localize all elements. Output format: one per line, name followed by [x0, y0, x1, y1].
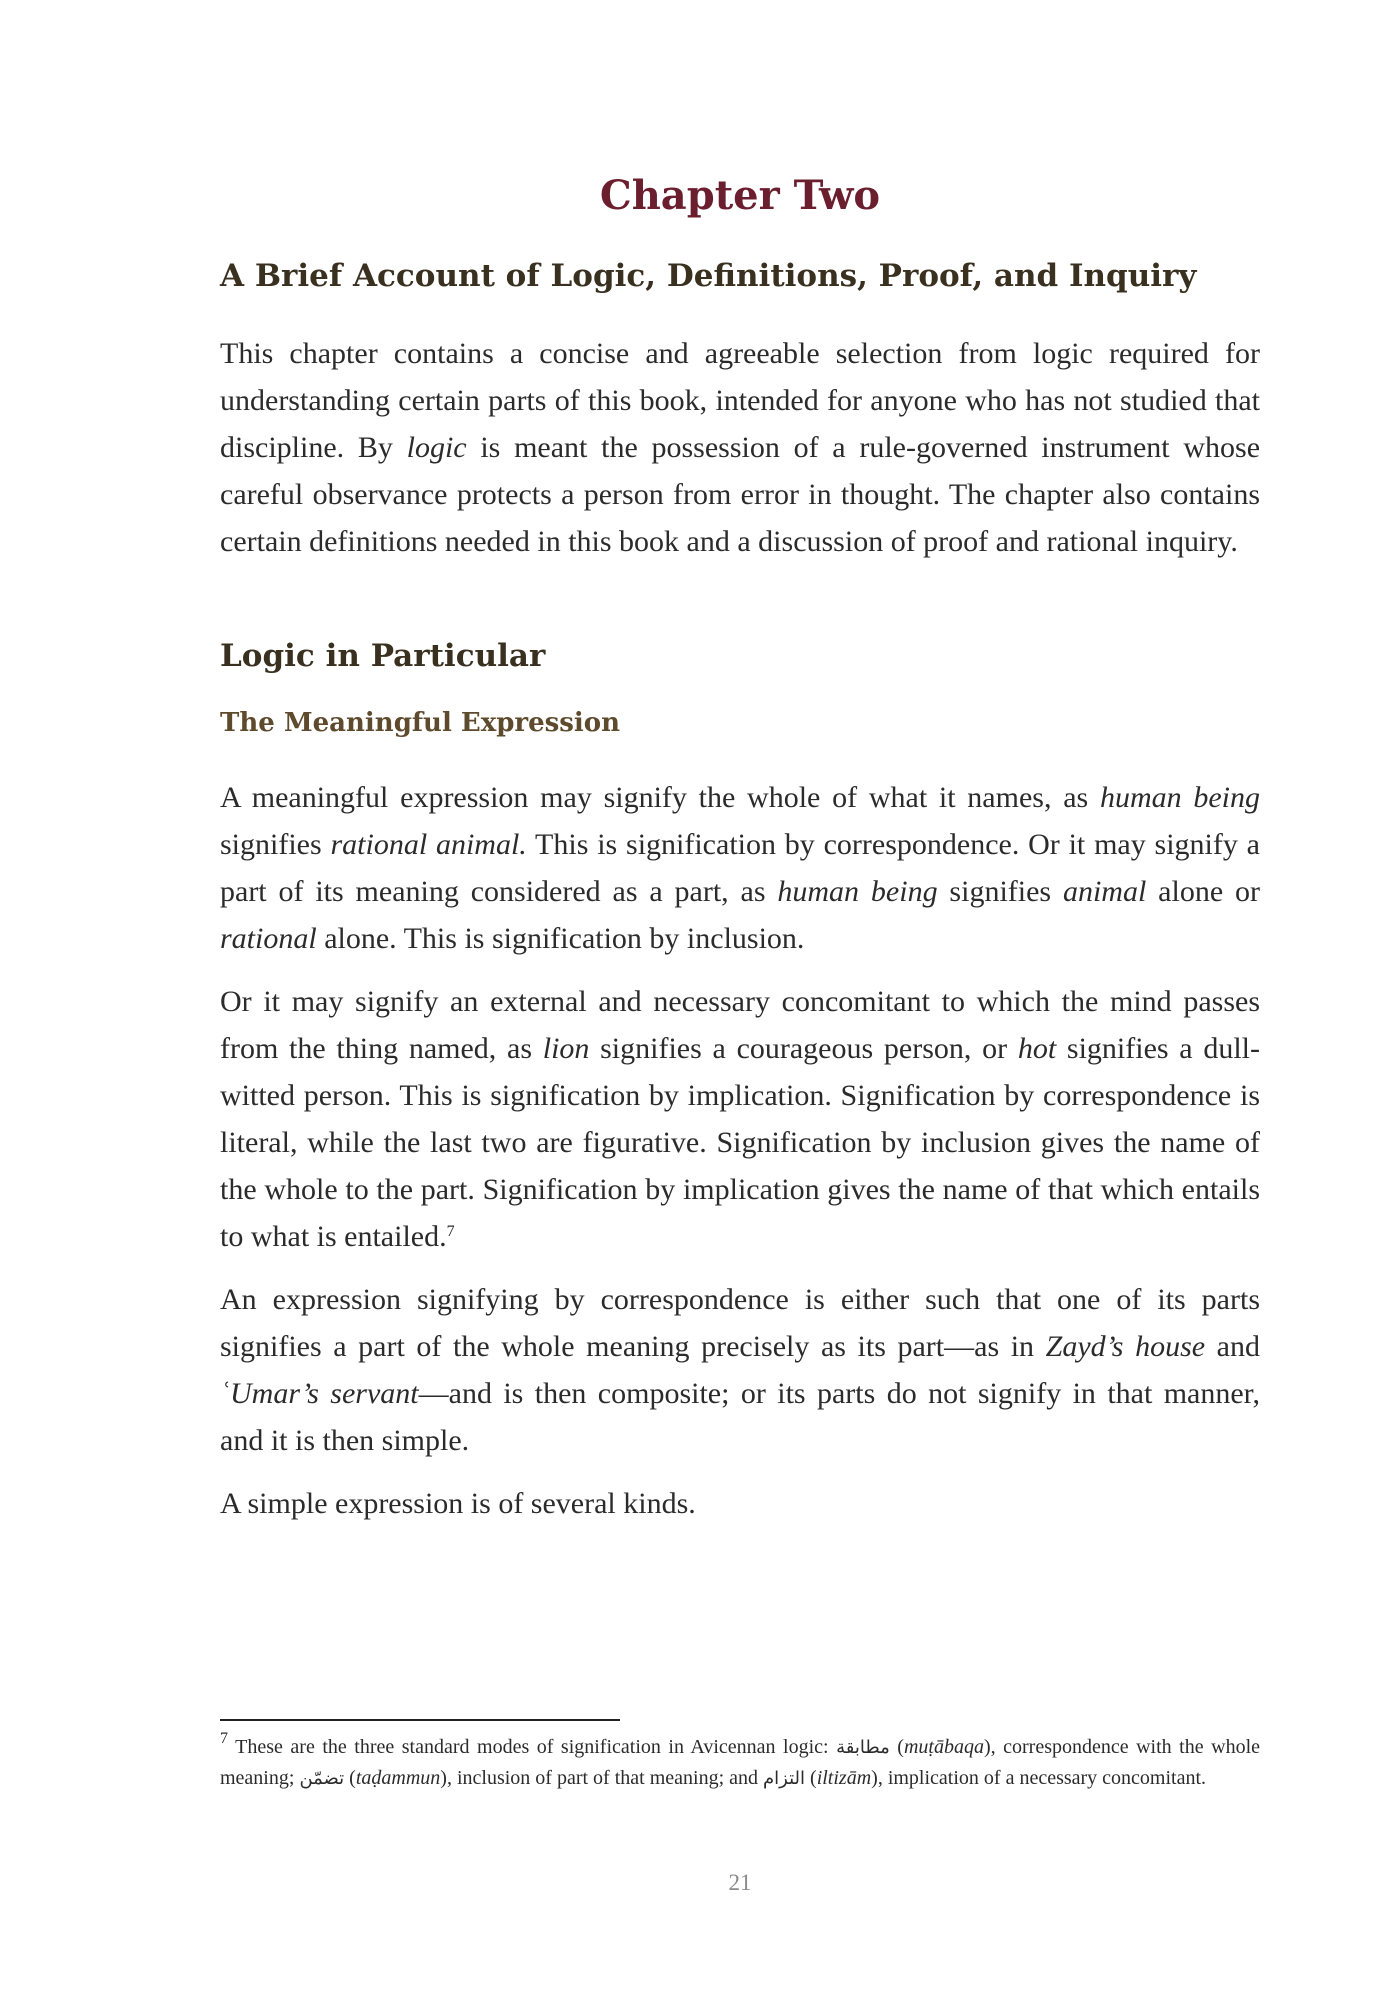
body-text: and — [1205, 1330, 1260, 1363]
body-text: A meaningful expression may signify the whole of what it names, as — [220, 781, 1100, 814]
body-emphasis: rational — [220, 922, 317, 955]
section-heading: Logic in Particular — [220, 638, 546, 674]
footnote-text: , implication of a necessary concomitant. — [877, 1767, 1207, 1789]
footnote-text: , correspondence with the whole meaning; — [220, 1736, 1261, 1789]
body-text: signifies — [220, 828, 331, 861]
chapter-title: Chapter Two — [599, 172, 881, 219]
arabic-term: التزام — [763, 1768, 806, 1789]
footnote-text: These are the three standard modes of signification in Avicennan logic: — [228, 1736, 837, 1758]
transliteration: taḍammun — [355, 1767, 441, 1789]
body-emphasis: animal — [1062, 875, 1147, 908]
body-text: alone. This is signification by inclusion. — [316, 922, 805, 955]
arabic-term: مطابقة — [836, 1737, 890, 1758]
body-emphasis: human being — [777, 875, 938, 908]
body-paragraph — [220, 774, 1260, 962]
body-text: signifies a courageous person, or — [589, 1032, 1018, 1065]
body-paragraph — [220, 1276, 1260, 1464]
book-page — [220, 0, 1260, 2000]
footnote-reference[interactable]: 7 — [446, 1223, 455, 1240]
body-emphasis: Zayd’s house — [1045, 1330, 1206, 1363]
body-text: signifies a dull-witted person. This is signification by implication. Signification by correspondence is literal, while the last two are figurative. Signification by inclusion gives the name of the whole to the part. Signification by implication gives the name of that which entails to what is entailed. — [220, 1032, 1261, 1253]
footnote-number: 7 — [220, 1730, 228, 1747]
body-emphasis: human being — [1099, 781, 1260, 814]
body-text: Or it may signify an external and necessary concomitant to which the mind passes from the thing named, as — [220, 985, 1260, 1065]
footnote-text: , inclusion of part of that meaning; and — [446, 1767, 764, 1789]
intro-paragraph — [220, 330, 1260, 565]
body-emphasis: lion — [542, 1032, 590, 1065]
footnote-divider — [220, 1719, 620, 1721]
intro-text: This chapter contains a concise and agreeable selection from logic required for understanding certain parts of this book, intended for anyone who has not studied that discipline. By — [220, 337, 1260, 464]
transliteration: iltizām — [816, 1767, 872, 1789]
arabic-term: تضمّن — [299, 1768, 345, 1789]
body-text: —and is then composite; or its parts do not signify in that manner, and it is then simple. — [220, 1377, 1260, 1457]
body-emphasis: rational animal. — [330, 828, 527, 861]
footnote: $^7$ These are the three standard modes of signification in Avicennan logic: مطابقة (muṭābaqa), correspondence with the whole meaning; تضمّن (taḍammun), inclusion of part of that meaning; and التزام (iltizām), implication of a necessary concomitant. — [220, 1730, 1261, 1789]
transliteration: muṭābaqa — [903, 1736, 984, 1758]
page-number: 21 — [728, 1870, 752, 1895]
body-paragraph: A simple expression is of several kinds. — [220, 1487, 696, 1520]
body-text: signifies — [937, 875, 1063, 908]
subsection-heading: The Meaningful Expression — [220, 708, 621, 738]
body-emphasis: ʿUmar’s servant — [220, 1377, 419, 1410]
chapter-subtitle: A Brief Account of Logic, Definitions, Proof, and Inquiry — [220, 258, 1197, 294]
intro-emphasis: logic — [406, 431, 467, 464]
body-paragraph — [220, 978, 1260, 1260]
body-emphasis: hot — [1017, 1032, 1057, 1065]
body-text: alone or — [1146, 875, 1260, 908]
intro-text: is meant the possession of a rule-governed instrument whose careful observance protects a person from error in thought. The chapter also contains certain definitions needed in this book and a discussion of proof and rational inquiry. — [220, 431, 1261, 558]
body-text: An expression signifying by correspondence is either such that one of its parts signifies a part of the whole meaning precisely as its part—as in — [220, 1283, 1260, 1363]
body-text: This is signification by correspondence. Or it may signify a part of its meaning considered as a part, as — [220, 828, 1260, 908]
